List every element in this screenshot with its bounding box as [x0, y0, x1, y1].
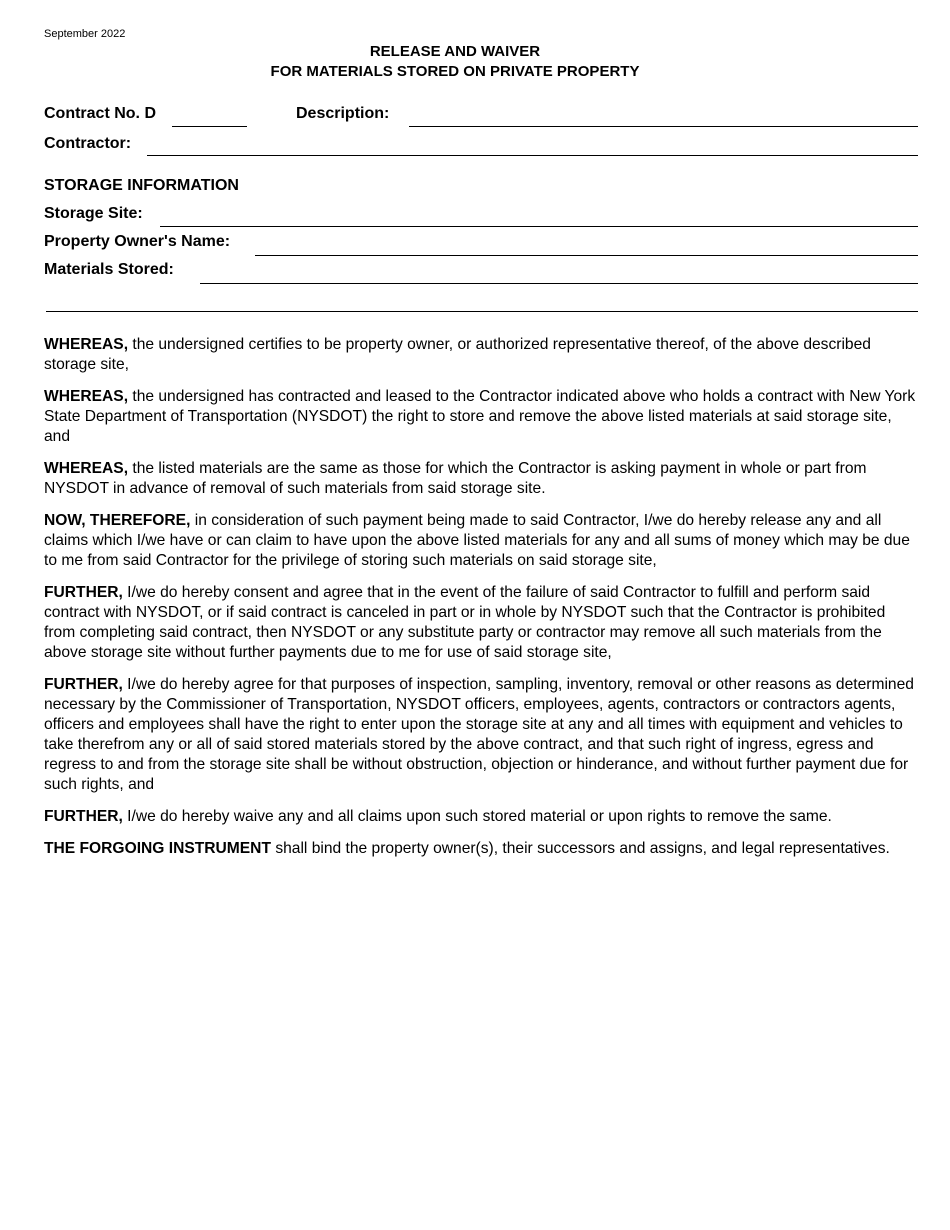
storage-site-label: Storage Site: — [44, 205, 143, 222]
paragraph-lead: WHEREAS, — [44, 388, 129, 405]
contract-no-field[interactable] — [172, 126, 247, 127]
paragraph-further-3 — [44, 807, 920, 827]
storage-site-field[interactable] — [160, 226, 918, 227]
paragraph-now-therefore — [44, 511, 920, 571]
paragraph-whereas-2 — [44, 387, 920, 447]
paragraph-lead: FURTHER, — [44, 808, 123, 825]
storage-info-heading: STORAGE INFORMATION — [44, 177, 239, 194]
materials-stored-label: Materials Stored: — [44, 261, 174, 278]
paragraph-lead: WHEREAS, — [44, 336, 129, 353]
document-title: RELEASE AND WAIVER — [369, 43, 541, 60]
owner-name-field[interactable] — [255, 255, 918, 256]
revision-date: September 2022 — [44, 28, 126, 40]
paragraph-lead: NOW, THEREFORE, — [44, 512, 191, 529]
paragraph-lead: FURTHER, — [44, 584, 123, 601]
paragraph-text: the undersigned has contracted and leased to the Contractor indicated above who holds a contract with New York State Department of Transportation (NYSDOT) the right to store and remove the above listed materials at said storage site, and — [44, 388, 916, 445]
materials-stored-field-line2[interactable] — [46, 311, 918, 312]
paragraph-text: I/we do hereby consent and agree that in the event of the failure of said Contractor to fulfill and perform said contract with NYSDOT, or if said contract is canceled in part or in whole by NYSDOT such that the Contractor is prohibited from completing said contract, then NYSDOT or any substitute party or contractor may remove all such materials from the above storage site without further payments due to me for use of said storage site, — [44, 584, 886, 661]
paragraph-text: shall bind the property owner(s), their successors and assigns, and legal representatives. — [270, 840, 890, 857]
paragraph-text: the undersigned certifies to be property owner, or authorized representative thereof, of the above described storage site, — [44, 336, 871, 373]
waiver-body — [44, 335, 920, 871]
paragraph-lead: FURTHER, — [44, 676, 123, 693]
paragraph-text: in consideration of such payment being made to said Contractor, I/we do hereby release any and all claims which I/we have or can claim to have upon the above listed materials for any and all sums of money which may be due to me from said Contractor for the privilege of storing such materials on said storage site, — [44, 512, 910, 569]
owner-name-label: Property Owner's Name: — [44, 233, 231, 250]
description-field[interactable] — [409, 126, 918, 127]
paragraph-lead: THE FORGOING INSTRUMENT — [44, 840, 271, 857]
contractor-label: Contractor: — [44, 135, 132, 152]
paragraph-further-1 — [44, 583, 920, 663]
materials-stored-field[interactable] — [200, 283, 918, 284]
contractor-field[interactable] — [147, 155, 918, 156]
document-subtitle: FOR MATERIALS STORED ON PRIVATE PROPERTY — [270, 63, 640, 80]
paragraph-forgoing-instrument — [44, 839, 920, 859]
description-label: Description: — [296, 105, 390, 122]
paragraph-lead: WHEREAS, — [44, 460, 129, 477]
contract-no-label: Contract No. D — [44, 105, 156, 122]
paragraph-whereas-1 — [44, 335, 920, 375]
paragraph-whereas-3 — [44, 459, 920, 499]
paragraph-text: I/we do hereby agree for that purposes of inspection, sampling, inventory, removal or other reasons as determined necessary by the Commissioner of Transportation, NYSDOT officers, employees, agents, contractors or contractors agents, officers and employees shall have the right to enter upon the storage site at any and all times with equipment and vehicles to take therefrom any or all of said stored materials stored by the above contract, and that such right of ingress, egress and regress to and from the storage site shall be without obstruction, objection or hinderance, and without further payment due for such rights, and — [44, 676, 914, 793]
paragraph-text: the listed materials are the same as those for which the Contractor is asking payment in whole or part from NYSDOT in advance of removal of such materials from said storage site. — [44, 460, 867, 497]
paragraph-further-2 — [44, 675, 920, 795]
paragraph-text: I/we do hereby waive any and all claims upon such stored material or upon rights to remove the same. — [122, 808, 832, 825]
